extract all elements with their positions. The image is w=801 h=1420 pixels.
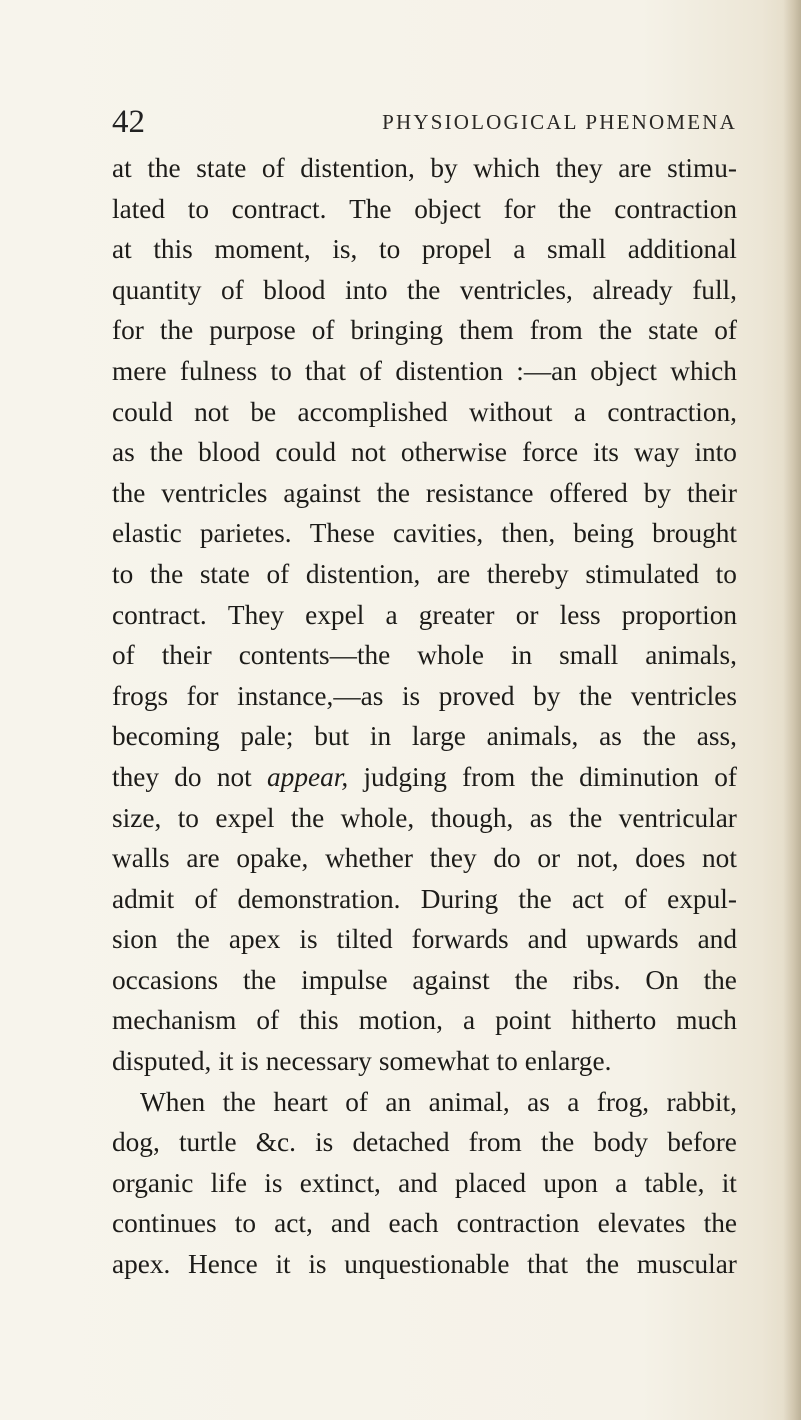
word: muscular	[636, 1249, 737, 1280]
word: distention,	[300, 153, 415, 183]
word: into	[345, 274, 388, 305]
word: act	[572, 883, 604, 914]
word: of	[266, 558, 290, 589]
word: not	[194, 396, 229, 427]
word: somewhat	[378, 1046, 490, 1077]
word: &c.	[255, 1127, 296, 1158]
word: parietes.	[199, 518, 292, 549]
word: or	[537, 843, 561, 874]
word: tilted	[336, 924, 393, 955]
word: thereby	[486, 558, 569, 589]
page-edge-shadow	[783, 0, 801, 1420]
word: they	[555, 153, 603, 183]
word: body	[593, 1127, 649, 1158]
word: a	[462, 1005, 476, 1036]
word: forwards	[411, 924, 509, 955]
word: it	[218, 1046, 234, 1077]
word: animal,	[428, 1086, 510, 1117]
word: be	[250, 396, 277, 427]
word: and	[527, 924, 568, 955]
word: apex.	[112, 1249, 171, 1280]
text-line	[112, 310, 737, 351]
word: :—an	[516, 355, 577, 386]
text-line	[112, 1244, 737, 1285]
word: to	[378, 234, 401, 265]
word: admit	[112, 883, 175, 914]
text-line	[112, 1000, 737, 1041]
word: from	[468, 1127, 522, 1158]
word: otherwise	[400, 437, 508, 468]
word: Hence	[188, 1249, 258, 1280]
text-line	[112, 473, 737, 514]
word: frogs	[112, 680, 169, 711]
word: of	[194, 883, 218, 914]
word: and	[398, 1167, 438, 1198]
word: sion	[112, 924, 158, 955]
word: blood	[198, 437, 261, 468]
word: is	[264, 1167, 283, 1198]
word: On	[645, 964, 679, 995]
word: ventricles	[630, 680, 737, 711]
word: ass,	[696, 721, 737, 752]
word: the	[703, 964, 737, 995]
word: could	[112, 396, 173, 427]
word: to	[112, 558, 134, 589]
word: enlarge.	[524, 1046, 612, 1077]
word: becoming	[112, 721, 220, 752]
text-line	[112, 879, 737, 920]
word: rabbit,	[666, 1086, 737, 1117]
word: are	[618, 153, 652, 183]
word: as	[112, 437, 135, 468]
word: to	[234, 1208, 256, 1239]
text-line	[112, 595, 737, 636]
word: the	[642, 721, 676, 752]
word: each	[388, 1208, 439, 1239]
word: upon	[543, 1167, 598, 1198]
word: at	[112, 234, 132, 265]
text-line	[112, 757, 737, 798]
word: detached	[352, 1127, 450, 1158]
word: are	[436, 558, 471, 589]
word: not,	[576, 843, 619, 874]
word: the	[558, 193, 592, 224]
word: their	[686, 477, 737, 508]
word: they	[112, 761, 159, 792]
word: being	[573, 518, 634, 549]
word: way	[633, 437, 680, 468]
word: by	[643, 477, 672, 508]
word: contraction	[456, 1208, 580, 1239]
word: object	[590, 355, 657, 386]
word: from	[462, 761, 516, 792]
word: turtle	[178, 1127, 237, 1158]
word: not	[216, 761, 252, 792]
word: at	[112, 153, 132, 183]
word: to	[715, 558, 737, 589]
word: animals,	[486, 721, 579, 752]
word: the	[149, 437, 184, 468]
word: they	[429, 843, 477, 874]
word: whether	[325, 843, 413, 874]
word: against	[283, 477, 361, 508]
word: do	[493, 843, 521, 874]
word: as	[529, 802, 553, 833]
word: a	[573, 396, 586, 427]
word: table,	[644, 1167, 705, 1198]
word: quantity	[112, 274, 202, 305]
word: large	[411, 721, 466, 752]
word: as	[599, 721, 622, 752]
word: this	[299, 1005, 339, 1036]
word: against	[412, 964, 490, 995]
word: by	[533, 680, 561, 711]
word: it	[721, 1167, 737, 1198]
word: not	[702, 843, 737, 874]
word: occasions	[112, 964, 219, 995]
word: the	[176, 924, 210, 955]
text-line	[112, 838, 737, 879]
word: their	[161, 640, 212, 671]
word: elastic	[112, 518, 182, 549]
page-number: 42	[112, 104, 145, 140]
word: mechanism	[112, 1005, 237, 1036]
word: a	[567, 1086, 580, 1117]
word: for	[503, 193, 536, 224]
word: is	[315, 1127, 334, 1158]
word: of	[261, 153, 285, 183]
word: this	[153, 234, 193, 265]
word: and	[330, 1208, 371, 1239]
word: small	[546, 234, 607, 265]
italic-word: appear,	[267, 761, 349, 792]
word: resistance	[425, 477, 534, 508]
word: which	[473, 153, 541, 183]
word: state	[199, 558, 250, 589]
word: pale;	[240, 721, 294, 752]
word: fulness	[179, 355, 258, 386]
text-line	[112, 716, 737, 757]
word: lated	[112, 193, 166, 224]
word: much	[676, 1005, 737, 1036]
word: act,	[274, 1208, 313, 1239]
word: for	[186, 680, 219, 711]
word: state	[196, 153, 247, 183]
word: expul-	[667, 883, 737, 914]
word: the	[568, 802, 603, 833]
word: then,	[501, 518, 556, 549]
word: of	[624, 883, 647, 914]
word: is	[299, 924, 318, 955]
word: the	[222, 1086, 256, 1117]
word: necessary	[265, 1046, 372, 1077]
word: cavities,	[393, 518, 484, 549]
word: disputed,	[112, 1046, 212, 1077]
word: its	[593, 437, 619, 468]
word: before	[667, 1127, 737, 1158]
word: proved	[438, 680, 515, 711]
word: the	[518, 883, 552, 914]
word: When	[140, 1086, 206, 1117]
word: are	[186, 843, 220, 874]
text-line	[112, 1082, 737, 1123]
word: which	[670, 355, 737, 386]
word: distention,	[305, 558, 421, 589]
word: frog,	[596, 1086, 650, 1117]
word: continues	[112, 1208, 217, 1239]
word: impulse	[301, 964, 388, 995]
word: full,	[692, 274, 737, 305]
word: expel	[305, 599, 365, 630]
text-line	[112, 432, 737, 473]
word: to	[177, 802, 199, 833]
word: to	[270, 355, 292, 386]
word: to	[496, 1046, 518, 1077]
word: ventricular	[618, 802, 737, 833]
word: it	[275, 1249, 291, 1280]
word: a	[513, 234, 526, 265]
text-line	[112, 1041, 737, 1082]
word: stimu-	[667, 153, 737, 183]
word: walls	[112, 843, 170, 874]
page-header	[112, 102, 737, 142]
text-line	[112, 798, 737, 839]
word: These	[309, 518, 375, 549]
word: already	[592, 274, 673, 305]
word: heart	[273, 1086, 328, 1117]
word: from	[529, 315, 583, 346]
word: organic	[112, 1167, 194, 1198]
word: ribs.	[572, 964, 621, 995]
word: in	[510, 640, 533, 671]
word: the	[112, 477, 146, 508]
word: brought	[652, 518, 737, 549]
word: ventricles	[161, 477, 268, 508]
word: though,	[430, 802, 514, 833]
word: for	[112, 315, 144, 346]
text-line	[112, 676, 737, 717]
text-line	[112, 351, 737, 392]
word: During	[420, 883, 499, 914]
word: contraction,	[607, 396, 737, 427]
word: of	[359, 355, 383, 386]
word: mere	[112, 355, 167, 386]
word: less	[559, 599, 601, 630]
text-line	[112, 270, 737, 311]
word: demonstration.	[237, 883, 401, 914]
word: of	[256, 1005, 280, 1036]
word: motion,	[358, 1005, 443, 1036]
word: by	[430, 153, 458, 183]
word: an	[385, 1086, 412, 1117]
word: They	[227, 599, 284, 630]
word: is	[308, 1249, 327, 1280]
word: elevates	[597, 1208, 686, 1239]
word: state	[648, 315, 699, 346]
word: the	[514, 964, 548, 995]
word: the	[376, 477, 410, 508]
word: contents—the	[238, 640, 391, 671]
word: contract.	[231, 193, 327, 224]
word: the	[585, 1249, 620, 1280]
word: of	[221, 274, 244, 305]
word: or	[515, 599, 539, 630]
word: of	[112, 640, 135, 671]
word: opake,	[236, 843, 309, 874]
word: of	[714, 761, 737, 792]
word: judging	[363, 761, 447, 792]
word: contract.	[112, 599, 207, 630]
word: The	[349, 193, 392, 224]
word: not	[351, 437, 386, 468]
word: bringing	[350, 315, 444, 346]
word: the	[159, 315, 194, 346]
word: ventricles,	[459, 274, 573, 305]
word: in	[369, 721, 392, 752]
text-line	[112, 635, 737, 676]
word: and	[697, 924, 737, 955]
word: into	[694, 437, 737, 468]
word: hitherto	[571, 1005, 657, 1036]
word: of	[345, 1086, 369, 1117]
body-text	[112, 148, 737, 1285]
text-line	[112, 1163, 737, 1204]
word: placed	[454, 1167, 527, 1198]
word: dog,	[112, 1127, 160, 1158]
word: small	[559, 640, 619, 671]
text-line	[112, 392, 737, 433]
word: accomplished	[297, 396, 448, 427]
text-line	[112, 513, 737, 554]
word: expel	[215, 802, 275, 833]
word: diminution	[579, 761, 699, 792]
running-head: PHYSIOLOGICAL PHENOMENA	[382, 110, 737, 134]
word: propel	[421, 234, 492, 265]
word: without	[469, 396, 553, 427]
text-line	[112, 148, 737, 189]
text-line	[112, 554, 737, 595]
word: point	[495, 1005, 552, 1036]
word: of	[714, 315, 737, 346]
word: greater	[418, 599, 495, 630]
word: life	[210, 1167, 247, 1198]
text-line	[112, 960, 737, 1001]
word: contraction	[614, 193, 737, 224]
word: whole	[417, 640, 484, 671]
word: offered	[549, 477, 628, 508]
word: apex	[228, 924, 281, 955]
word: to	[187, 193, 209, 224]
word: whole,	[340, 802, 415, 833]
word: unquestionable	[344, 1249, 510, 1280]
text-line	[112, 229, 737, 270]
word: object	[414, 193, 481, 224]
text-line	[112, 1122, 737, 1163]
word: them	[459, 315, 514, 346]
text-line	[112, 1203, 737, 1244]
word: the	[290, 802, 325, 833]
word: moment,	[214, 234, 311, 265]
word: extinct,	[299, 1167, 381, 1198]
word: distention	[395, 355, 503, 386]
word: the	[242, 964, 277, 995]
word: but	[314, 721, 350, 752]
word: the	[530, 761, 564, 792]
word: animals,	[645, 640, 737, 671]
word: instance,—as	[237, 680, 384, 711]
word: is,	[332, 234, 358, 265]
word: a	[385, 599, 398, 630]
word: is	[401, 680, 421, 711]
word: the	[147, 153, 181, 183]
word: the	[407, 274, 441, 305]
word: upwards	[586, 924, 679, 955]
word: additional	[627, 234, 737, 265]
word: is	[240, 1046, 259, 1077]
word: of	[311, 315, 335, 346]
word: proportion	[621, 599, 737, 630]
word: the	[540, 1127, 575, 1158]
text-line	[112, 919, 737, 960]
word: blood	[263, 274, 326, 305]
word: purpose	[209, 315, 296, 346]
word: the	[703, 1208, 737, 1239]
word: a	[615, 1167, 628, 1198]
word: could	[275, 437, 336, 468]
word: stimulated	[585, 558, 700, 589]
word: does	[635, 843, 686, 874]
text-line	[112, 189, 737, 230]
word: the	[578, 680, 613, 711]
word: size,	[112, 802, 162, 833]
word: that	[527, 1249, 569, 1280]
word: force	[522, 437, 579, 468]
word: the	[598, 315, 633, 346]
word: that	[305, 355, 346, 386]
word: as	[527, 1086, 550, 1117]
word: do	[174, 761, 202, 792]
word: the	[149, 558, 184, 589]
